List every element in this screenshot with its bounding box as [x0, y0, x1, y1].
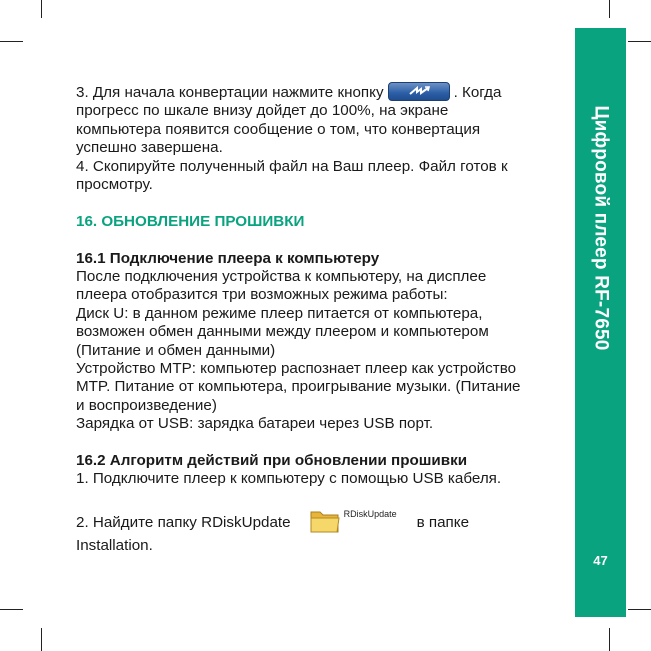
step4-line: просмотру. [76, 176, 153, 194]
connect-line: возможен обмен данными между плеером и компьютером [76, 323, 489, 341]
step3-line: прогресс по шкале внизу дойдет до 100%, на экране [76, 102, 449, 120]
update-step2-line: Installation. [76, 537, 153, 555]
step3-text-start: 3. Для начала конвертации нажмите кнопку [76, 84, 384, 101]
update-step2-text-end: в папке [416, 514, 470, 532]
connect-line: Зарядка от USB: зарядка батареи через USB порт. [76, 415, 434, 433]
connect-line: плеера отобразится три возможных режима работы: [76, 286, 448, 304]
side-tab-title: Цифровой плеер RF-7650 [590, 105, 612, 351]
crop-mark [628, 41, 651, 42]
subsection-title-connect: 16.1 Подключение плеера к компьютеру [76, 249, 380, 267]
crop-mark [609, 0, 610, 18]
crop-mark [41, 0, 42, 18]
connect-line: Устройство MTP: компьютер распознает плеер как устройство [76, 360, 517, 378]
step3-line: компьютера появится сообщение о том, что конвертация [76, 120, 481, 138]
connect-line: Диск U: в данном режиме плеер питается от компьютера, [76, 304, 483, 322]
connect-line: и воспроизведение) [76, 396, 217, 414]
section-title: 16. ОБНОВЛЕНИЕ ПРОШИВКИ [76, 212, 305, 230]
crop-mark [628, 609, 651, 610]
crop-mark [609, 628, 610, 651]
page-number: 47 [593, 553, 608, 568]
paragraph-step3 [76, 82, 571, 102]
folder-label: RDiskUpdate [343, 509, 397, 520]
update-step1: 1. Подключите плеер к компьютеру с помощью USB кабеля. [76, 470, 502, 488]
step3-line: успешно завершена. [76, 139, 223, 157]
folder-icon [309, 507, 341, 535]
subsection-title-update: 16.2 Алгоритм действий при обновлении прошивки [76, 452, 468, 470]
connect-line: После подключения устройства к компьютеру, на дисплее [76, 268, 487, 286]
update-step2 [76, 507, 571, 537]
side-tab [575, 28, 626, 617]
rdiskupdate-folder [309, 507, 409, 537]
connect-line: (Питание и обмен данными) [76, 341, 276, 359]
crop-mark [41, 628, 42, 651]
page-content [76, 82, 571, 556]
connect-line: MTP. Питание от компьютера, проигрывание музыки. (Питание [76, 378, 521, 396]
step3-text-end: . Когда [453, 84, 502, 101]
crop-mark [0, 41, 23, 42]
convert-button-icon [388, 82, 450, 101]
crop-mark [0, 609, 23, 610]
update-step2-text-start: 2. Найдите папку RDiskUpdate [76, 514, 291, 532]
step4-line: 4. Скопируйте полученный файл на Ваш плеер. Файл готов к [76, 157, 508, 175]
side-tab-title-wrap [575, 28, 626, 428]
